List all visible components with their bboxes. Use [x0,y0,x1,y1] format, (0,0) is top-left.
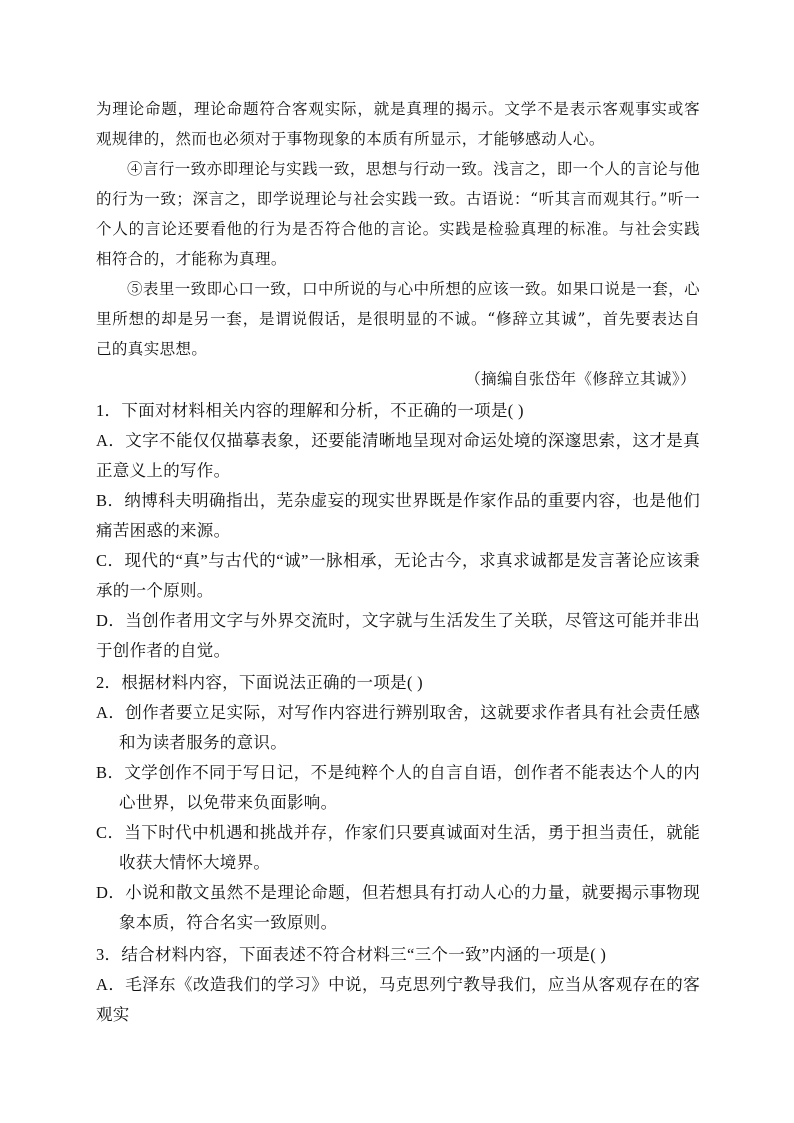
option-c: C．当下时代中机遇和挑战并存，作家们只要真诚面对生活，勇于担当责任，就能收获大情怀大境界。 [96,823,700,872]
passage-source: （摘编自张岱年《修辞立其诚》） [465,370,696,388]
option-a: A．文字不能仅仅描摹表象，还要能清晰地呈现对命运处境的深邃思索，这才是真正意义上的写作。 [96,431,700,480]
option-a: A．毛泽东《改造我们的学习》中说，马克思列宁教导我们，应当从客观存在的客观实 [96,975,700,1024]
document-page [96,94,700,1030]
passage-paragraph-4: ④言行一致亦即理论与实践一致，思想与行动一致。浅言之，即一个人的言论与他的行为一致；深言之，即学说理论与社会实践一致。古语说：“听其言而观其行。”听一个人的言论还要看他的行为是否符合他的言论。实践是检验真理的标准。与社会实践相符合的，才能称为真理。 [96,160,700,268]
passage-paragraph-5: ⑤表里一致即心口一致，口中所说的与心中所想的应该一致。如果口说是一套，心里所想的却是另一套，是谓说假话，是很明显的不诚。“修辞立其诚”，首先要表达自己的真实思想。 [96,280,700,358]
question-3 [96,940,700,1030]
option-d: D．小说和散文虽然不是理论命题，但若想具有打动人心的力量，就要揭示事物现象本质，符合名实一致原则。 [96,883,700,932]
question-2 [96,668,700,938]
option-c: C．现代的“真”与古代的“诚”一脉相承，无论古今，求真求诚都是发言著论应该秉承的一个原则。 [96,551,700,600]
question-stem: 1．下面对材料相关内容的理解和分析，不正确的一项是( ) [96,401,524,420]
option-b: B．纳博科夫明确指出，芜杂虚妄的现实世界既是作家作品的重要内容，也是他们痛苦困惑的来源。 [96,491,700,540]
question-1 [96,396,700,666]
passage-paragraph-continued: 为理论命题，理论命题符合客观实际，就是真理的揭示。文学不是表示客观事实或客观规律的，然而也必须对于事物现象的本质有所显示，才能够感动人心。 [96,100,700,148]
option-d: D．当创作者用文字与外界交流时，文字就与生活发生了关联，尽管这可能并非出于创作者的自觉。 [96,611,700,660]
question-stem: 3．结合材料内容，下面表述不符合材料三“三个一致”内涵的一项是( ) [96,945,607,964]
option-b: B．文学创作不同于写日记，不是纯粹个人的自言自语，创作者不能表达个人的内心世界，以免带来负面影响。 [96,763,700,812]
option-a: A．创作者要立足实际，对写作内容进行辨别取舍，这就要求作者具有社会责任感和为读者服务的意识。 [96,703,700,752]
question-stem: 2．根据材料内容，下面说法正确的一项是( ) [96,673,423,692]
